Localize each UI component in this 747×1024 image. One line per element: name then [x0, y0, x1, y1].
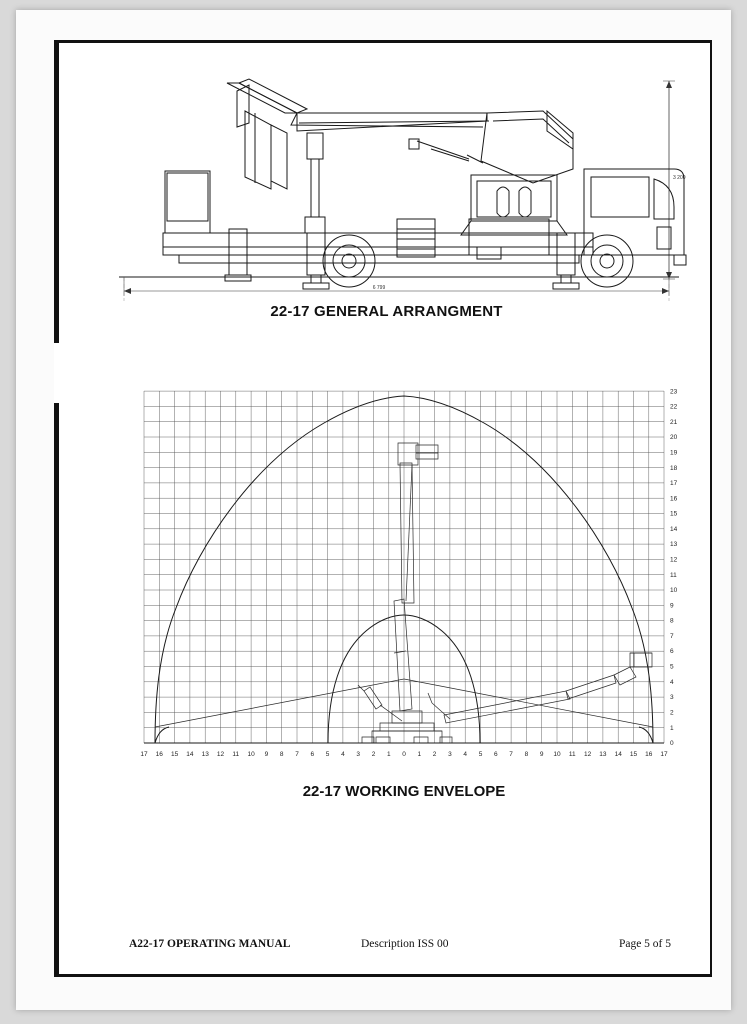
svg-text:7: 7	[295, 751, 299, 758]
svg-text:1: 1	[386, 751, 391, 758]
svg-text:3: 3	[356, 751, 361, 758]
svg-text:21: 21	[670, 419, 678, 426]
x-axis-tick-labels	[140, 751, 668, 758]
svg-text:20: 20	[670, 434, 678, 441]
svg-text:17: 17	[660, 751, 668, 758]
page-frame	[54, 40, 712, 977]
boom-raised	[394, 443, 438, 711]
svg-text:4: 4	[670, 679, 674, 686]
svg-text:5: 5	[478, 751, 483, 758]
svg-text:8: 8	[524, 751, 529, 758]
figure-general-arrangement	[79, 51, 694, 321]
centre-lines	[124, 277, 669, 301]
svg-text:16: 16	[645, 751, 653, 758]
boom-low-left	[358, 685, 402, 721]
y-axis-tick-labels	[670, 389, 678, 748]
svg-text:13: 13	[201, 751, 209, 758]
svg-text:9: 9	[539, 751, 544, 758]
svg-text:4: 4	[463, 751, 468, 758]
vehicle-silhouette	[362, 711, 452, 743]
figure-1-caption: 22-17 GENERAL ARRANGMENT	[270, 303, 503, 320]
svg-text:10: 10	[247, 751, 255, 758]
svg-text:16: 16	[155, 751, 163, 758]
svg-text:5: 5	[325, 751, 330, 758]
working-envelope-chart	[114, 353, 694, 778]
svg-text:15: 15	[670, 510, 678, 518]
svg-text:14: 14	[186, 751, 194, 758]
footer-page-number: Page 5 of 5	[618, 938, 671, 950]
svg-text:11: 11	[568, 751, 576, 758]
scanned-sheet	[16, 10, 731, 1010]
svg-text:0: 0	[402, 751, 406, 758]
svg-text:9: 9	[670, 602, 674, 610]
svg-text:11: 11	[232, 751, 240, 758]
svg-text:17: 17	[140, 751, 148, 758]
svg-text:16: 16	[670, 495, 678, 503]
svg-text:12: 12	[670, 556, 678, 564]
wheels	[323, 235, 633, 287]
svg-text:0: 0	[670, 740, 674, 747]
footer-description: Description ISS 00	[361, 938, 449, 950]
svg-text:11: 11	[670, 572, 677, 579]
svg-text:15: 15	[170, 751, 179, 758]
svg-text:2: 2	[670, 709, 674, 717]
svg-text:3: 3	[448, 751, 452, 758]
svg-text:5: 5	[670, 663, 674, 671]
footer-manual-title: A22-17 OPERATING MANUAL	[129, 938, 291, 950]
svg-text:8: 8	[670, 617, 674, 625]
svg-text:19: 19	[670, 449, 678, 457]
svg-text:1: 1	[670, 725, 674, 732]
svg-text:7: 7	[670, 633, 674, 640]
figure-working-envelope	[114, 353, 694, 800]
svg-text:23: 23	[670, 388, 678, 396]
svg-text:12: 12	[216, 751, 225, 758]
svg-text:17: 17	[670, 480, 678, 487]
figure-2-caption: 22-17 WORKING ENVELOPE	[302, 783, 506, 800]
svg-text:3: 3	[670, 694, 674, 701]
svg-text:6: 6	[493, 751, 498, 758]
length-dimension-label: 6 799	[372, 285, 386, 291]
height-dimension-label: 3 200	[673, 175, 686, 181]
svg-text:13: 13	[670, 541, 678, 548]
svg-text:2: 2	[432, 751, 437, 758]
svg-text:2: 2	[371, 751, 376, 758]
svg-text:8: 8	[279, 751, 284, 758]
svg-text:12: 12	[583, 751, 592, 758]
svg-text:6: 6	[670, 648, 674, 655]
svg-text:7: 7	[509, 751, 513, 758]
svg-text:10: 10	[553, 751, 561, 758]
svg-text:18: 18	[670, 465, 678, 472]
boom-assembly	[227, 79, 573, 235]
page-footer	[99, 938, 679, 956]
svg-text:1: 1	[417, 751, 422, 758]
svg-text:4: 4	[341, 751, 345, 758]
svg-text:13: 13	[599, 751, 607, 758]
svg-text:14: 14	[670, 526, 678, 533]
chart-gridlines	[144, 391, 664, 743]
svg-text:22: 22	[670, 403, 678, 411]
general-arrangement-drawing	[79, 51, 694, 301]
svg-text:14: 14	[614, 751, 622, 758]
svg-text:10: 10	[670, 587, 678, 594]
svg-text:15: 15	[629, 751, 638, 758]
svg-text:9: 9	[264, 751, 269, 758]
truck-body	[163, 169, 686, 289]
svg-text:6: 6	[310, 751, 315, 758]
